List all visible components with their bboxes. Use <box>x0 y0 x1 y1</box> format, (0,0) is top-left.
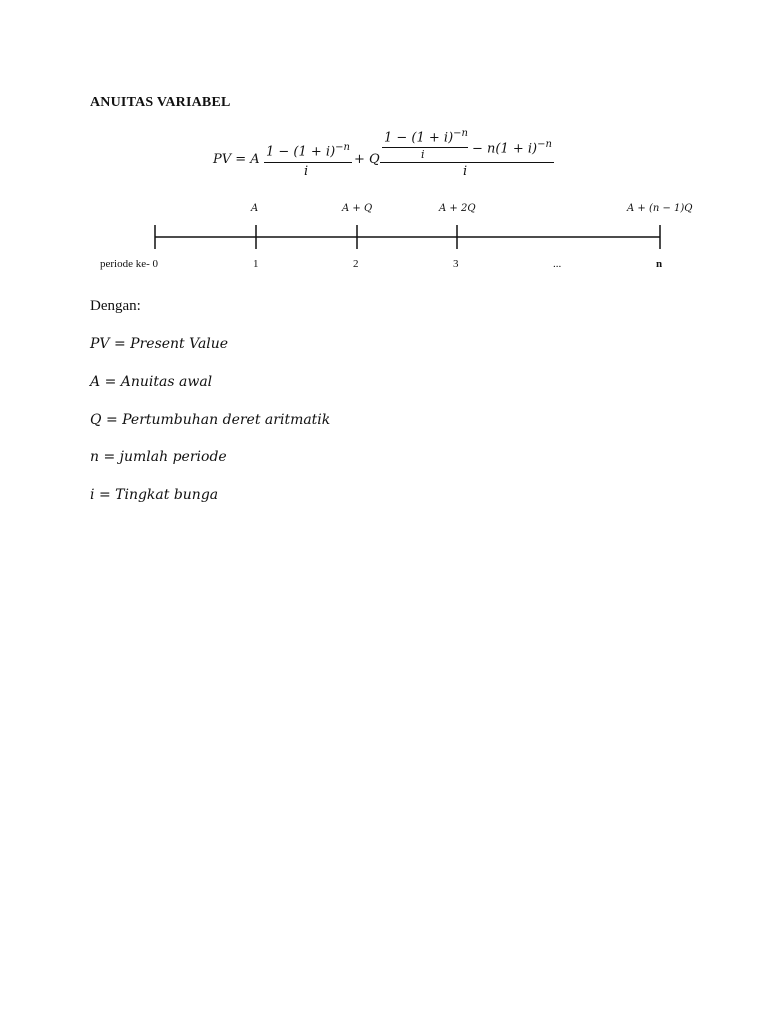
formula-frac1-denominator: i <box>304 164 309 179</box>
payment-label-1: A <box>251 203 259 214</box>
period-1: 1 <box>253 258 259 270</box>
page-title: ANUITAS VARIABEL <box>90 95 231 110</box>
timeline-axis <box>0 0 768 300</box>
period-n: n <box>656 258 663 270</box>
period-ellipsis: ... <box>553 258 562 270</box>
dengan-label: Dengan: <box>90 298 141 314</box>
formula-frac1-numerator: $1 - (1 + i)^{-n}$ <box>266 142 350 160</box>
formula-inner-denominator: i <box>421 148 425 161</box>
definition-q: Q = Pertumbuhan deret aritmatik <box>90 412 331 428</box>
definition-n: n = jumlah periode <box>90 449 227 465</box>
period-2: 2 <box>353 258 359 270</box>
payment-label-n: A + (n − 1)Q <box>627 203 693 214</box>
definition-pv: PV = Present Value <box>90 336 229 352</box>
payment-label-2: A + Q <box>342 203 373 214</box>
payment-label-3: A + 2Q <box>439 203 476 214</box>
definition-i: i = Tingkat bunga <box>90 487 219 503</box>
period-label: periode ke- 0 <box>100 258 159 270</box>
period-3: 3 <box>453 258 459 270</box>
definition-a: A = Anuitas awal <box>90 374 213 390</box>
formula-inner-numerator: $1 - (1 + i)^{-n}$ <box>384 128 468 146</box>
formula-lhs: PV = A <box>213 152 260 167</box>
formula-plus-q: + Q <box>354 152 380 167</box>
formula-frac2-denominator: i <box>463 164 468 179</box>
formula-minus-term: − $n(1 + i)^{-n}$ <box>472 139 552 157</box>
